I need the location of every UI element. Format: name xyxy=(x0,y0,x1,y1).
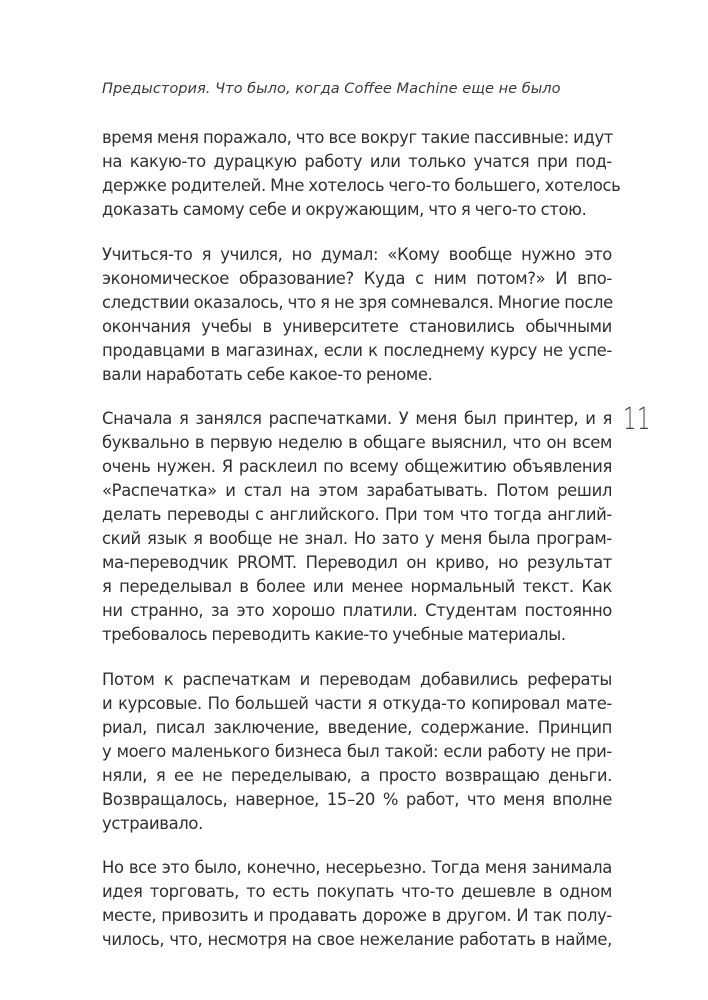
running-head: Предыстория. Что было, когда Coffee Machine еще не было xyxy=(102,80,561,97)
page-number: 11 xyxy=(623,402,652,437)
text-line: няли, я ее не переделываю, а просто возвращаю деньги. xyxy=(102,765,612,785)
text-line: Но все это было, конечно, несерьезно. Тогда меня занимала xyxy=(102,858,612,877)
paragraph-3 xyxy=(102,407,612,647)
paragraph-4 xyxy=(102,668,612,836)
text-line: Потом к распечаткам и переводам добавились рефераты xyxy=(102,669,612,689)
text-line: буквально в первую неделю в общаге выяснил, что он всем xyxy=(102,433,612,452)
text-line: и курсовые. По большей части я откуда-то копировал мате- xyxy=(102,693,612,713)
text-line: у моего маленького бизнеса был такой: если работу не при- xyxy=(102,741,612,761)
text-line: я переделывал в более или менее нормальный текст. Как xyxy=(102,577,612,596)
text-line: Возвращалось, наверное, 15–20 % работ, что меня вполне xyxy=(102,789,612,809)
text-line: время меня поражало, что все вокруг такие пассивные: идут xyxy=(102,128,613,147)
text-line: очень нужен. Я расклеил по всему общежитию объявления xyxy=(102,457,612,476)
text-line: доказать самому себе и окружающим, что я чего-то стою. xyxy=(102,200,587,219)
text-line: «Распечатка» и стал на этом зарабатывать. Потом решил xyxy=(102,481,612,500)
text-line: экономическое образование? Куда с ним потом?» И впо- xyxy=(102,268,612,288)
paragraph-1 xyxy=(102,126,621,222)
text-line: вали наработать себе какое-то реноме. xyxy=(102,364,433,384)
text-line: ский язык я вообще не знал. Но зато у меня была програм- xyxy=(102,529,612,548)
text-line: делать переводы с английского. При том что тогда англий- xyxy=(102,505,612,524)
text-line: устраивало. xyxy=(102,813,203,833)
text-line: ма-переводчик PROMT. Переводил он криво, но результат xyxy=(102,553,612,572)
paragraph-5 xyxy=(102,856,612,952)
text-line: месте, привозить и продавать дороже в другом. И так полу- xyxy=(102,906,612,925)
text-line: чилось, что, несмотря на свое нежелание работать в найме, xyxy=(102,930,612,949)
text-line: на какую-то дурацкую работу или только учатся при под- xyxy=(102,152,612,171)
text-line: Учиться-то я учился, но думал: «Кому вообще нужно это xyxy=(102,244,612,264)
text-line: идея торговать, то есть покупать что-то дешевле в одном xyxy=(102,882,612,901)
body-text xyxy=(102,126,621,973)
paragraph-2 xyxy=(102,243,612,387)
text-line: следствии оказалось, что я не зря сомневался. Многие после xyxy=(102,292,613,312)
text-line: окончания учебы в университете становились обычными xyxy=(102,316,612,336)
text-line: продавцами в магазинах, если к последнему курсу не успе- xyxy=(102,340,612,360)
text-line: держке родителей. Мне хотелось чего-то большего, хотелось xyxy=(102,176,621,195)
text-line: риал, писал заключение, введение, содержание. Принцип xyxy=(102,717,612,737)
text-line: требовалось переводить какие-то учебные материалы. xyxy=(102,625,566,644)
text-line: Сначала я занялся распечатками. У меня был принтер, и я xyxy=(102,409,612,428)
text-line: ни странно, за это хорошо платили. Студентам постоянно xyxy=(102,601,612,620)
